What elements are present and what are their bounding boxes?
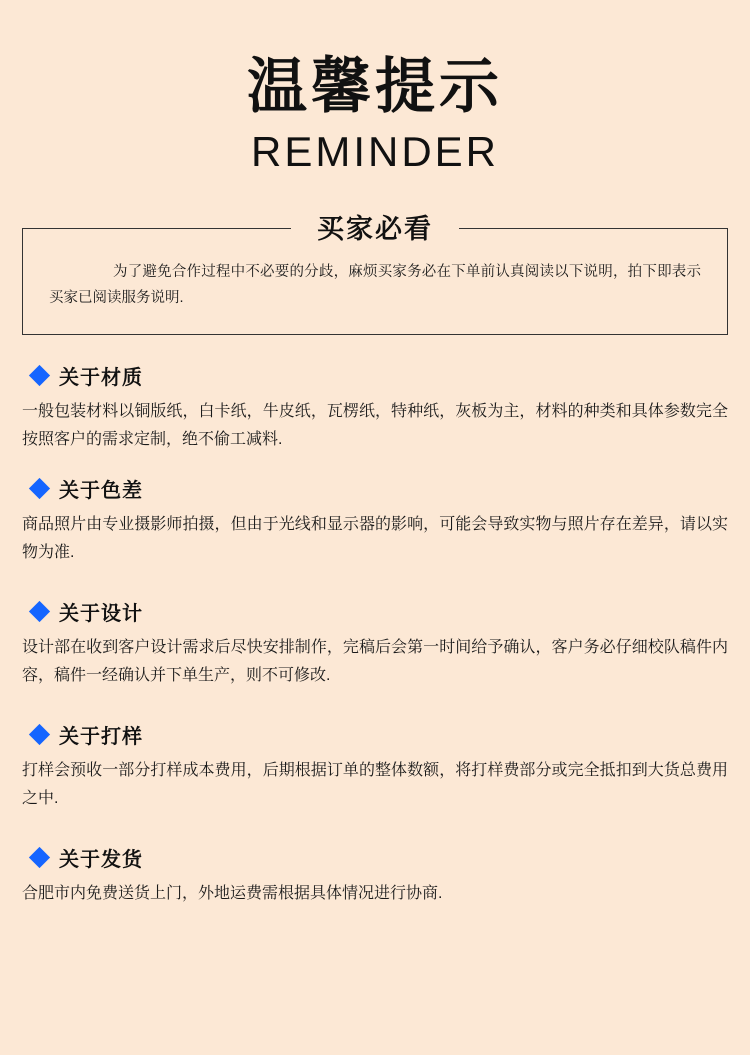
section-proofing-title: 关于打样 [59,726,143,749]
buyer-notice-text: 为了避免合作过程中不必要的分歧，麻烦买家务必在下单前认真阅读以下说明，拍下即表示买家已阅读服务说明. [49,263,701,307]
diamond-bullet-icon [29,365,50,386]
buyer-notice-heading-label: 买家必看 [291,207,459,246]
page-title: 温馨提示 [247,53,503,120]
section-color [22,474,728,567]
diamond-bullet-icon [29,847,50,868]
section-proofing-head [22,720,728,749]
section-design-text: 设计部在收到客户设计需求后尽快安排制作，完稿后会第一时间给予确认，客户务必仔细校队稿件内容，稿件一经确认并下单生产，则不可修改. [22,639,728,685]
section-material-text: 一般包装材料以铜版纸，白卡纸，牛皮纸，瓦楞纸，特种纸，灰板为主，材料的种类和具体参数完全按照客户的需求定制，绝不偷工减料. [22,403,728,449]
section-design [22,597,728,690]
section-color-title: 关于色差 [59,480,143,503]
section-shipping-text: 合肥市内免费送货上门，外地运费需根据具体情况进行协商. [22,885,443,903]
section-shipping-title: 关于发货 [59,849,143,872]
section-shipping-head [22,843,728,872]
section-design-title: 关于设计 [59,603,143,626]
section-design-head [22,597,728,626]
buyer-notice-box [22,213,728,336]
sections-list [22,361,728,908]
diamond-bullet-icon [29,724,50,745]
page-subtitle: REMINDER [250,128,499,175]
buyer-notice-heading [23,207,727,246]
diamond-bullet-icon [29,601,50,622]
section-material [22,361,728,454]
section-proofing-text: 打样会预收一部分打样成本费用，后期根据订单的整体数额，将打样费部分或完全抵扣到大货总费用之中. [22,762,728,808]
section-material-title: 关于材质 [59,367,143,390]
section-shipping [22,843,728,908]
section-color-text: 商品照片由专业摄影师拍摄，但由于光线和显示器的影响，可能会导致实物与照片存在差异，请以实物为准. [22,516,728,562]
section-material-head [22,361,728,390]
section-proofing [22,720,728,813]
diamond-bullet-icon [29,478,50,499]
section-color-head [22,474,728,503]
page-header [0,0,750,180]
